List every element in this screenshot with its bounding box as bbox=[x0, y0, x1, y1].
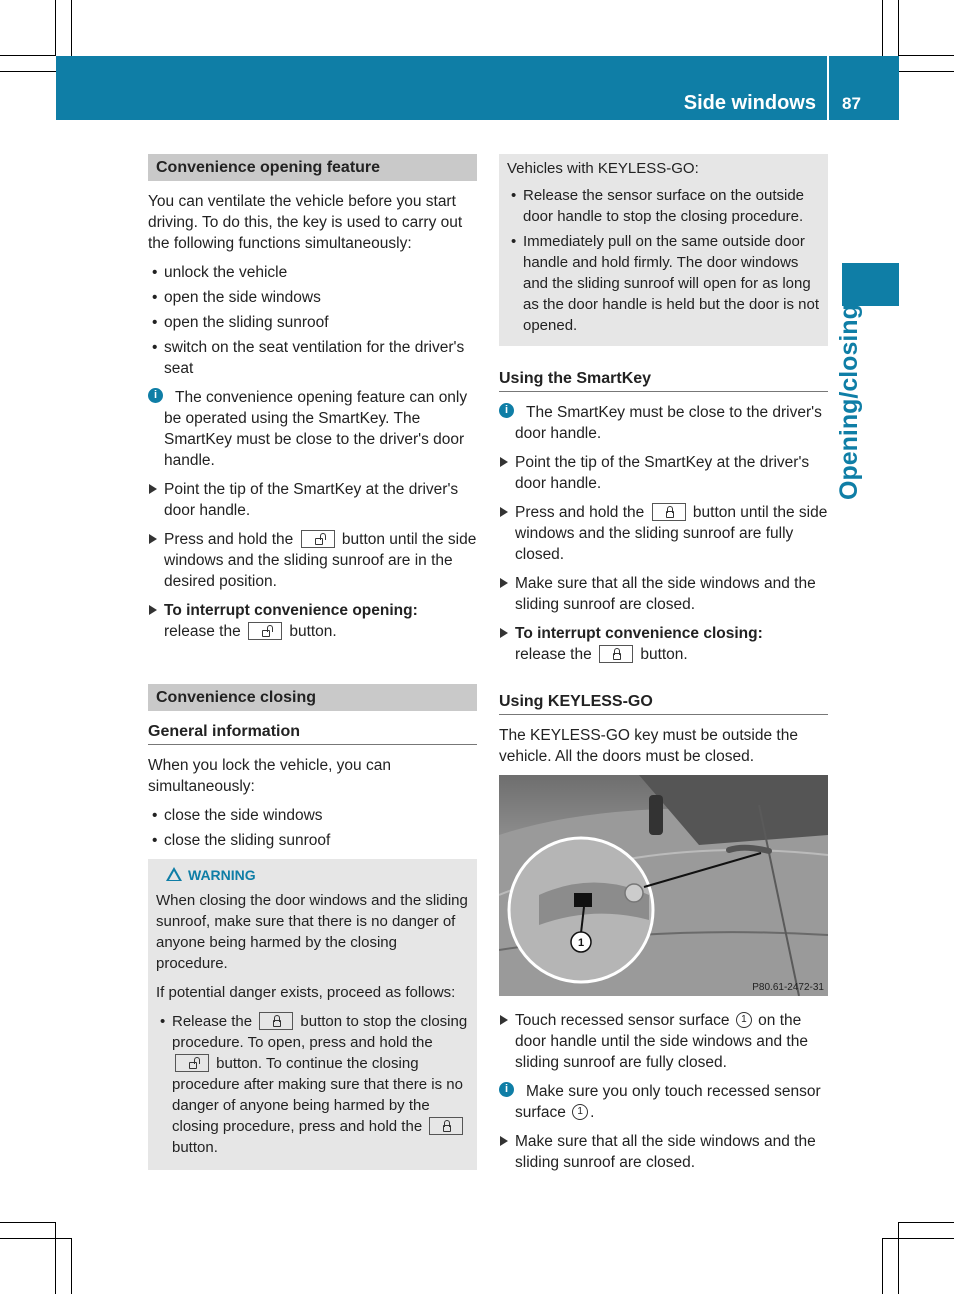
crop-mark bbox=[882, 0, 883, 56]
info-note bbox=[499, 402, 828, 444]
list-item-text: button. bbox=[172, 1139, 218, 1156]
crop-mark bbox=[898, 1222, 954, 1223]
step-arrow-icon bbox=[149, 534, 157, 544]
unlock-button-icon bbox=[175, 1054, 209, 1072]
info-text: . bbox=[590, 1104, 595, 1121]
instruction-step bbox=[499, 452, 828, 494]
instruction-step bbox=[499, 502, 828, 565]
step-arrow-icon bbox=[500, 628, 508, 638]
list-item: • close the sliding sunroof bbox=[148, 830, 477, 851]
list-item-text: button. To continue the closing procedure after making sure that there is no danger of anyone being harmed by the closing procedure, press and hold the bbox=[172, 1055, 463, 1135]
info-icon: i bbox=[148, 388, 163, 403]
step-text: button. bbox=[289, 623, 337, 640]
lock-button-icon bbox=[652, 503, 686, 521]
header-divider bbox=[827, 56, 829, 120]
list-item: • Immediately pull on the same outside door handle and hold firmly. The door windows and the sliding sunroof will open for as long as the door handle is held but the door is not opened. bbox=[507, 231, 820, 336]
crop-mark bbox=[882, 1238, 883, 1294]
crop-mark bbox=[0, 71, 56, 72]
info-note bbox=[499, 1081, 828, 1123]
step-text: Point the tip of the SmartKey at the driver's door handle. bbox=[164, 481, 459, 519]
section-heading: Convenience opening feature bbox=[148, 154, 477, 181]
warning-title-row bbox=[156, 865, 469, 886]
warning-text: If potential danger exists, proceed as follows: bbox=[156, 984, 456, 1001]
crop-mark bbox=[71, 0, 72, 56]
crop-mark bbox=[898, 55, 954, 56]
step-arrow-icon bbox=[500, 507, 508, 517]
list-item-text: button to stop the closing procedure. To open, press and hold the bbox=[172, 1013, 468, 1051]
left-column bbox=[148, 154, 477, 1170]
crop-mark bbox=[55, 0, 56, 56]
lock-button-icon bbox=[429, 1117, 463, 1135]
info-text: The convenience opening feature can only be operated using the SmartKey. The SmartKey must be close to the driver's door handle. bbox=[164, 389, 468, 469]
lock-button-icon bbox=[259, 1012, 293, 1030]
crop-mark bbox=[0, 1222, 56, 1223]
paragraph: The KEYLESS-GO key must be outside the vehicle. All the doors must be closed. bbox=[499, 727, 798, 765]
callout-marker: 1 bbox=[736, 1012, 752, 1028]
warning-text: When closing the door windows and the sliding sunroof, make sure that there is no danger of anyone being harmed by the closing procedure. bbox=[156, 892, 468, 972]
bullet-list bbox=[148, 262, 477, 379]
step-text: Make sure that all the side windows and the sliding sunroof are closed. bbox=[515, 575, 816, 613]
bullet-list bbox=[148, 805, 477, 851]
step-text: on the door handle until the side windows and the sliding sunroof are fully closed. bbox=[515, 1012, 808, 1071]
step-text: Make sure that all the side windows and the sliding sunroof are closed. bbox=[515, 1133, 816, 1171]
section-heading: Convenience closing bbox=[148, 684, 477, 711]
warning-triangle-inner bbox=[169, 871, 179, 880]
info-text: Make sure you only touch recessed sensor surface bbox=[515, 1083, 821, 1121]
paragraph: When you lock the vehicle, you can simultaneously: bbox=[148, 757, 391, 795]
unlock-button-icon bbox=[248, 622, 282, 640]
info-icon: i bbox=[499, 403, 514, 418]
step-text: Press and hold the bbox=[164, 531, 294, 548]
instruction-step bbox=[148, 600, 477, 642]
warning-title: WARNING bbox=[188, 867, 256, 883]
info-icon: i bbox=[499, 1082, 514, 1097]
list-item: • open the side windows bbox=[148, 287, 477, 308]
subheading: Using KEYLESS-GO bbox=[499, 691, 828, 715]
crop-mark bbox=[882, 1238, 954, 1239]
step-arrow-icon bbox=[500, 1136, 508, 1146]
step-text: button until the side windows and the sliding sunroof are in the desired position. bbox=[164, 531, 477, 590]
list-item: • switch on the seat ventilation for the driver's seat bbox=[148, 337, 477, 379]
step-arrow-icon bbox=[149, 484, 157, 494]
page-number: 87 bbox=[842, 94, 861, 113]
instruction-step bbox=[499, 623, 828, 665]
unlock-button-icon bbox=[301, 530, 335, 548]
crop-mark bbox=[0, 1238, 72, 1239]
step-text: release the bbox=[164, 623, 241, 640]
subheading: General information bbox=[148, 721, 477, 745]
info-note bbox=[148, 387, 477, 471]
instruction-step bbox=[148, 479, 477, 521]
page-header bbox=[56, 56, 899, 120]
step-text: button until the side windows and the sliding sunroof are fully closed. bbox=[515, 504, 828, 563]
callout-marker: 1 bbox=[572, 1104, 588, 1120]
list-item: • open the sliding sunroof bbox=[148, 312, 477, 333]
step-arrow-icon bbox=[149, 605, 157, 615]
crop-mark bbox=[898, 1222, 899, 1294]
crop-mark bbox=[71, 1238, 72, 1294]
crop-mark bbox=[898, 71, 954, 72]
step-heading: To interrupt convenience opening: bbox=[164, 602, 418, 619]
door-handle-photo bbox=[499, 775, 828, 996]
image-code: P80.61-2472-31 bbox=[752, 982, 824, 993]
paragraph: You can ventilate the vehicle before you start driving. To do this, the key is used to carry out the following functions simultaneously: bbox=[148, 193, 463, 252]
list-item bbox=[156, 1011, 469, 1158]
bullet-list bbox=[507, 185, 820, 336]
step-text: Press and hold the bbox=[515, 504, 645, 521]
warning-box bbox=[148, 859, 477, 1170]
list-item: • Release the sensor surface on the outside door handle to stop the closing procedure. bbox=[507, 185, 820, 227]
instruction-step bbox=[148, 529, 477, 592]
crop-mark bbox=[0, 55, 56, 56]
box-title: Vehicles with KEYLESS-GO: bbox=[507, 160, 699, 177]
info-text: The SmartKey must be close to the driver's door handle. bbox=[515, 404, 822, 442]
crop-mark bbox=[898, 0, 899, 56]
step-arrow-icon bbox=[500, 457, 508, 467]
instruction-step bbox=[499, 573, 828, 615]
step-text: button. bbox=[640, 646, 688, 663]
step-heading: To interrupt convenience closing: bbox=[515, 625, 763, 642]
keyless-note-box bbox=[499, 154, 828, 346]
crop-mark bbox=[55, 1222, 56, 1294]
car-door-illustration bbox=[499, 775, 828, 996]
right-column bbox=[499, 154, 828, 1181]
step-arrow-icon bbox=[500, 578, 508, 588]
chapter-label: Opening/closing bbox=[835, 304, 863, 500]
step-arrow-icon bbox=[500, 1015, 508, 1025]
step-text: release the bbox=[515, 646, 592, 663]
lock-button-icon bbox=[599, 645, 633, 663]
bullet-list bbox=[156, 1011, 469, 1158]
section-title: Side windows bbox=[683, 92, 816, 114]
subheading: Using the SmartKey bbox=[499, 368, 828, 392]
step-text: Point the tip of the SmartKey at the driver's door handle. bbox=[515, 454, 810, 492]
instruction-step bbox=[499, 1010, 828, 1073]
instruction-step bbox=[499, 1131, 828, 1173]
callout-number: 1 bbox=[577, 937, 585, 949]
list-item-text: Release the bbox=[172, 1013, 253, 1030]
step-text: Touch recessed sensor surface bbox=[515, 1012, 730, 1029]
list-item: • unlock the vehicle bbox=[148, 262, 477, 283]
list-item: • close the side windows bbox=[148, 805, 477, 826]
